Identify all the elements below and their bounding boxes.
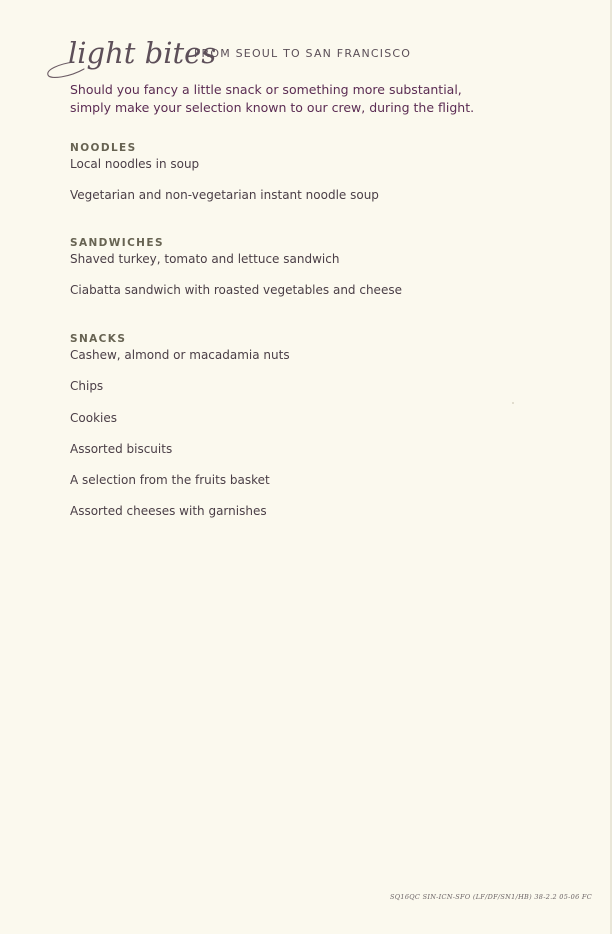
menu-item: Shaved turkey, tomato and lettuce sandwich — [70, 252, 340, 266]
menu-item: Chips — [70, 379, 104, 394]
menu-item: Cashew, almond or macadamia nuts — [70, 348, 290, 362]
menu-item: A selection from the fruits basket — [70, 473, 270, 488]
menu-item: Assorted biscuits — [70, 441, 173, 456]
menu-item: Cookies — [70, 410, 117, 425]
section-noodles — [70, 140, 530, 219]
menu-item: Local noodles in soup — [70, 157, 200, 171]
section-sandwiches — [70, 235, 530, 314]
menu-code: SQ16QC SIN-ICN-SFO (LF/DF/SN1/HB) 38-2.2 05-06 FC — [390, 893, 592, 901]
intro-paragraph — [70, 81, 540, 117]
menu-item: Ciabatta sandwich with roasted vegetables and cheese — [70, 283, 402, 298]
route-subtitle: FROM SEOUL TO SAN FRANCISCO — [194, 47, 412, 60]
menu-item: Assorted cheeses with garnishes — [70, 504, 267, 519]
section-snacks — [70, 331, 530, 535]
intro-line: simply make your selection known to our crew, during the flight. — [70, 100, 475, 115]
menu-header — [44, 22, 564, 82]
menu-item: Vegetarian and non-vegetarian instant noodle soup — [70, 188, 379, 203]
script-title: light bites — [68, 36, 217, 70]
intro-line: Should you fancy a little snack or something more substantial, — [70, 82, 462, 97]
section-heading: SNACKS — [70, 333, 127, 345]
paper-speck — [512, 402, 514, 404]
section-heading: NOODLES — [70, 142, 137, 154]
section-heading: SANDWICHES — [70, 237, 164, 249]
